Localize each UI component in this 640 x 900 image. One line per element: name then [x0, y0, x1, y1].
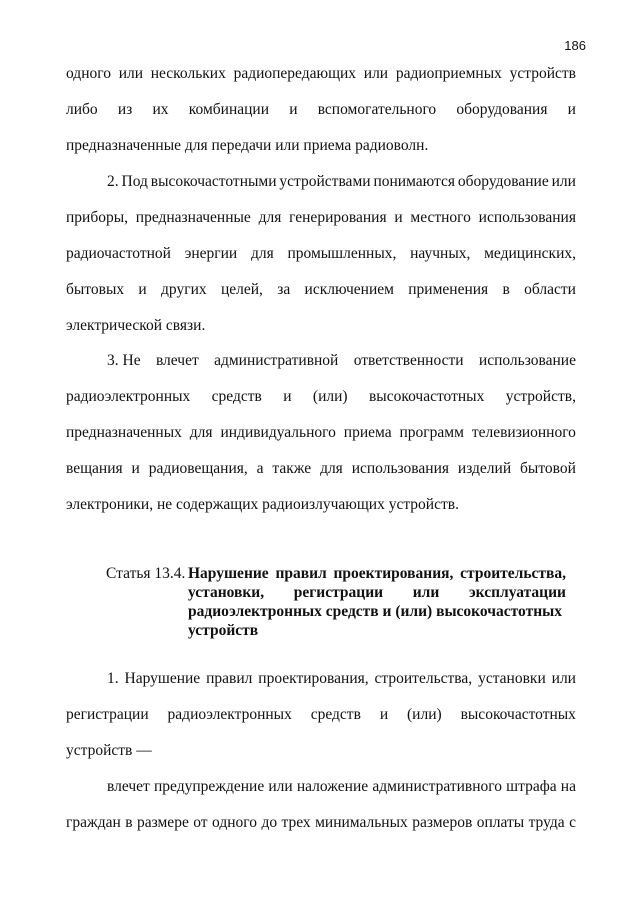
- text-line: электрической связи.: [66, 317, 206, 334]
- text-line: [107, 669, 576, 689]
- word: наложение: [296, 778, 369, 795]
- word: или: [551, 670, 576, 687]
- word: 2.: [107, 173, 119, 190]
- word: в: [125, 814, 133, 831]
- word: для: [250, 245, 274, 262]
- word: правил: [206, 670, 253, 687]
- word: также: [272, 460, 312, 477]
- word: эксплуатации: [468, 584, 566, 601]
- word: оборудование: [457, 173, 549, 190]
- text-line: [66, 208, 576, 228]
- word: целей,: [220, 281, 263, 298]
- text-line: [66, 244, 576, 264]
- word: проектирования,: [258, 670, 369, 687]
- word: за: [277, 281, 291, 298]
- word: установки,: [188, 584, 265, 601]
- word: средств: [211, 388, 262, 405]
- word: (или): [407, 706, 442, 723]
- word: медицинских,: [484, 245, 576, 262]
- word: или: [268, 778, 293, 795]
- word: понимаются: [373, 173, 456, 190]
- word: области: [524, 281, 576, 298]
- word: на: [560, 778, 576, 795]
- text-line: [66, 813, 576, 833]
- word: устройств: [509, 65, 576, 82]
- article-title-line: устройств: [188, 622, 259, 639]
- word: нескольких: [150, 65, 226, 82]
- article-title-line: [188, 583, 566, 602]
- article-label: Статья 13.4.: [106, 565, 186, 582]
- word: строительства,: [374, 670, 473, 687]
- word: других: [161, 281, 207, 298]
- word: научных,: [410, 245, 471, 262]
- word: из: [117, 101, 133, 118]
- word: правил: [275, 565, 327, 582]
- word: применения: [408, 281, 489, 298]
- word: радиоприемных: [395, 65, 502, 82]
- word: и: [394, 209, 403, 226]
- word: одного: [66, 65, 111, 82]
- word: от: [193, 814, 208, 831]
- word: радиовещания,: [148, 460, 248, 477]
- word: оборудования: [456, 101, 548, 118]
- word: радиопередающих: [233, 65, 357, 82]
- word: устройствами: [279, 173, 371, 190]
- word: регистрации: [66, 706, 149, 723]
- text-line: [107, 172, 576, 192]
- word: проектирования,: [333, 565, 454, 582]
- word: программ: [399, 424, 464, 441]
- word: оплаты: [476, 814, 525, 831]
- word: Под: [121, 173, 148, 190]
- word: минимальных: [315, 814, 408, 831]
- word: радиоэлектронных: [66, 388, 191, 405]
- word: устройств,: [505, 388, 576, 405]
- word: регистрации: [293, 584, 384, 601]
- text-line: электроники, не содержащих радиоизлучающих устройств.: [66, 496, 459, 513]
- word: местного: [410, 209, 471, 226]
- word: высокочастотных: [368, 388, 485, 405]
- text-line: [66, 423, 576, 443]
- word: трех: [281, 814, 311, 831]
- word: генерирования: [289, 209, 387, 226]
- word: и: [379, 706, 389, 723]
- word: и: [131, 460, 140, 477]
- word: использование: [478, 352, 576, 369]
- word: использования: [351, 460, 450, 477]
- word: строительства,: [460, 565, 566, 582]
- text-line: предназначенные для передачи или приема радиоволн.: [66, 137, 429, 154]
- word: влечет: [155, 352, 199, 369]
- text-line: [66, 64, 576, 84]
- word: и: [289, 101, 298, 118]
- word: вещания: [66, 460, 123, 477]
- word: предупреждение: [153, 778, 265, 795]
- word: или: [412, 584, 440, 601]
- word: одного: [212, 814, 257, 831]
- word: Нарушение: [124, 670, 201, 687]
- word: и: [567, 101, 576, 118]
- article-title: [188, 564, 566, 640]
- word: индивидуального: [220, 424, 336, 441]
- word: их: [152, 101, 169, 118]
- text-line: [66, 387, 576, 407]
- text-line: устройств —: [66, 742, 152, 759]
- text-line: [107, 351, 576, 371]
- word: и: [283, 388, 292, 405]
- word: 3. Не: [107, 352, 141, 369]
- word: административной: [214, 352, 339, 369]
- word: или: [363, 65, 389, 82]
- word: предназначенных: [66, 424, 182, 441]
- text-line: [107, 777, 576, 797]
- word: и: [138, 281, 147, 298]
- word: до: [261, 814, 278, 831]
- word: приема: [343, 424, 392, 441]
- word: труда: [528, 814, 565, 831]
- word: размере: [136, 814, 189, 831]
- word: высокочастотными: [150, 173, 277, 190]
- word: в: [502, 281, 510, 298]
- word: изделий: [457, 460, 512, 477]
- word: использования: [478, 209, 576, 226]
- word: предназначенные: [135, 209, 251, 226]
- word: энергии: [184, 245, 238, 262]
- word: штрафа: [506, 778, 557, 795]
- word: бытовых: [66, 281, 125, 298]
- page-number: 186: [564, 38, 586, 53]
- word: радиоэлектронных: [167, 706, 292, 723]
- word: установки: [478, 670, 546, 687]
- word: или: [118, 65, 144, 82]
- word: с: [569, 814, 576, 831]
- word: высокочастотных: [460, 706, 576, 723]
- word: вспомогательного: [317, 101, 437, 118]
- text-line: [66, 459, 576, 479]
- word: (или): [312, 388, 348, 405]
- word: телевизионного: [471, 424, 576, 441]
- word: или: [551, 173, 576, 190]
- word: 1.: [107, 670, 119, 687]
- word: для: [258, 209, 282, 226]
- word: исключением: [304, 281, 394, 298]
- word: для: [189, 424, 213, 441]
- word: влечет: [107, 778, 150, 795]
- word: ответственности: [353, 352, 464, 369]
- word: а: [256, 460, 264, 477]
- word: административного: [372, 778, 502, 795]
- article-title-line: [188, 564, 566, 583]
- word: бытовой: [520, 460, 576, 477]
- word: средств: [310, 706, 361, 723]
- word: для: [320, 460, 343, 477]
- word: граждан: [66, 814, 121, 831]
- text-line: [66, 280, 576, 300]
- word: комбинации: [188, 101, 269, 118]
- text-line: [66, 100, 576, 120]
- word: промышленных,: [287, 245, 397, 262]
- word: Нарушение: [188, 565, 269, 582]
- word: размеров: [412, 814, 473, 831]
- text-line: [66, 705, 576, 725]
- article-title-line: радиоэлектронных средств и (или) высокочастотных: [188, 603, 562, 620]
- word: либо: [66, 101, 98, 118]
- word: радиочастотной: [66, 245, 171, 262]
- word: приборы,: [66, 209, 129, 226]
